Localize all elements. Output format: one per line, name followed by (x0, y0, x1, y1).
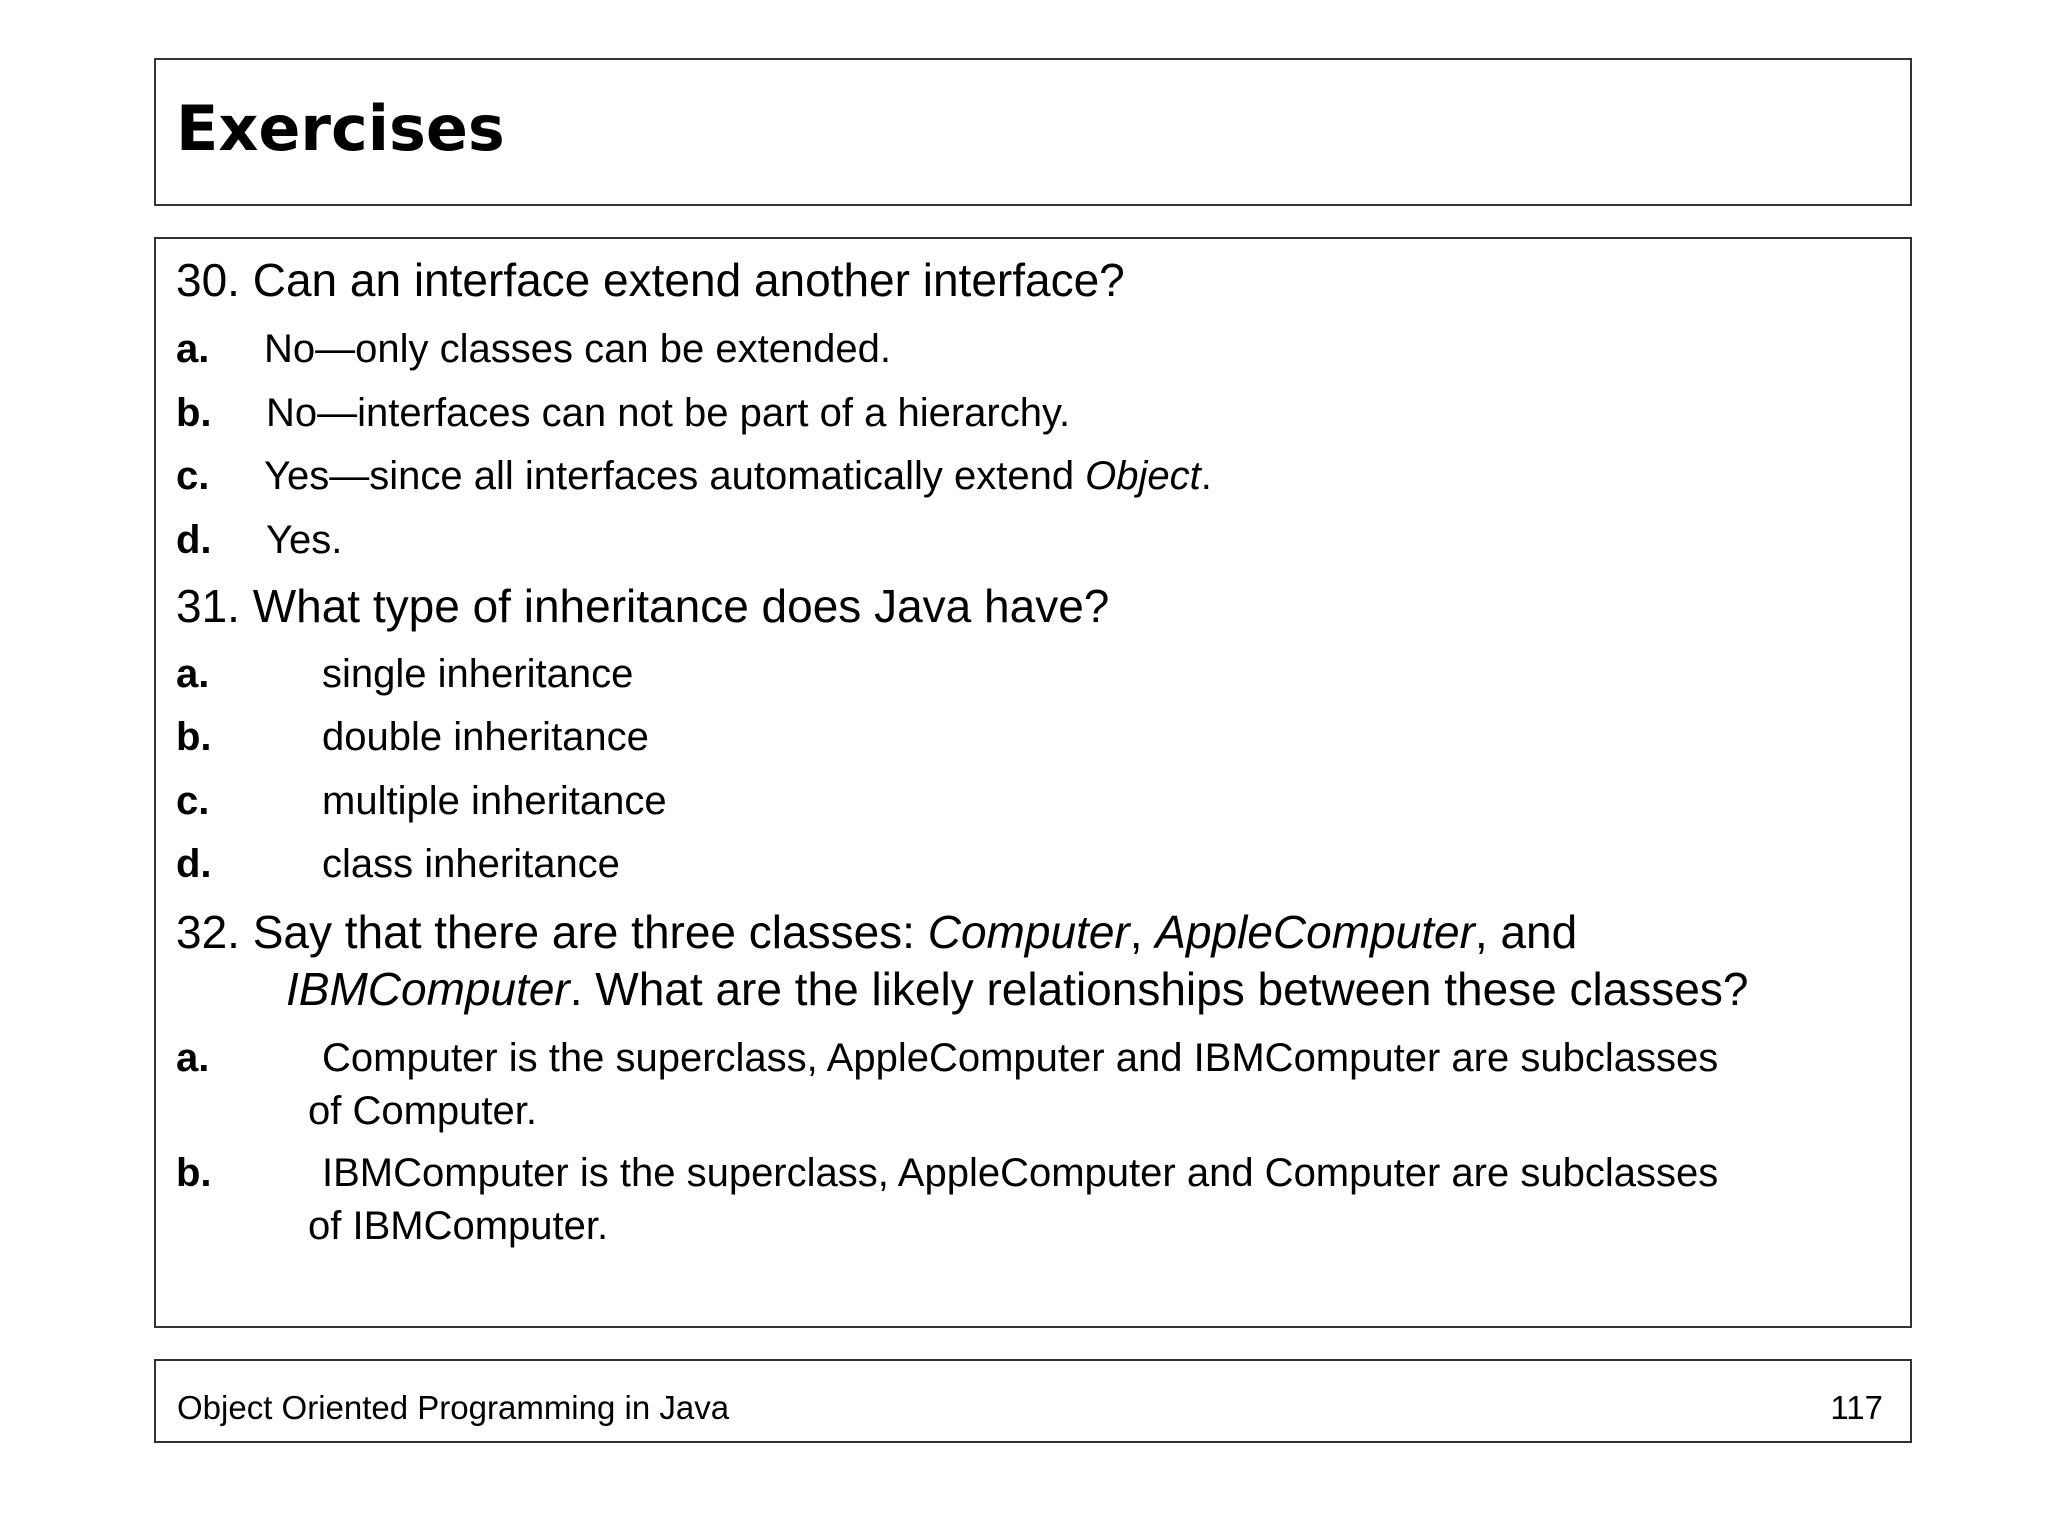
content-box (154, 237, 1912, 1328)
q32-option-b-continued: of IBMComputer. (308, 1204, 609, 1248)
q30-option-b (176, 393, 1070, 433)
option-label: c. (176, 779, 210, 823)
question-text: 32. Say that there are three classes: (176, 906, 928, 958)
option-label: a. (176, 652, 210, 696)
question-30: 30. Can an interface extend another interface? (176, 254, 1125, 306)
option-text: IBMComputer is the superclass, AppleComputer and Computer are subclasses (322, 1151, 1719, 1195)
option-label: b. (176, 715, 212, 759)
class-name-ibmcomputer: IBMComputer (286, 963, 570, 1015)
option-label: d. (176, 842, 212, 886)
q32-option-b (176, 1153, 1718, 1193)
question-31: 31. What type of inheritance does Java have? (176, 580, 1110, 632)
q30-option-a (176, 329, 891, 369)
class-name-applecomputer: AppleComputer (1155, 906, 1475, 958)
question-32-line-1 (176, 906, 1578, 958)
q31-option-d (176, 844, 620, 884)
q30-option-c (176, 456, 1212, 496)
q32-option-a (176, 1038, 1718, 1078)
class-name-computer: Computer (927, 906, 1130, 958)
footer (154, 1359, 1912, 1443)
option-text: multiple inheritance (322, 779, 667, 823)
option-label: a. (176, 327, 210, 371)
question-text: , (1129, 906, 1156, 958)
option-text: Yes—since all interfaces automatically extend (264, 454, 1086, 498)
title-box (154, 58, 1912, 206)
option-text: Computer is the superclass, AppleComputer and IBMComputer are subclasses (322, 1036, 1719, 1080)
page-number: 117 (1830, 1389, 1883, 1426)
option-label: a. (176, 1036, 210, 1080)
option-label: b. (176, 391, 212, 435)
option-text: single inheritance (322, 652, 634, 696)
option-label: b. (176, 1151, 212, 1195)
q31-option-c (176, 781, 667, 821)
option-italic-text: Object (1085, 454, 1201, 498)
option-label: d. (176, 518, 212, 562)
option-tail: . (1200, 454, 1212, 498)
question-text: . What are the likely relationships between these classes? (569, 963, 1749, 1015)
option-text: No—interfaces can not be part of a hierarchy. (266, 391, 1071, 435)
footer-course-title: Object Oriented Programming in Java (177, 1389, 730, 1426)
question-text: , and (1474, 906, 1578, 958)
option-text: No—only classes can be extended. (264, 327, 892, 371)
q31-option-b (176, 717, 649, 757)
q30-option-d (176, 520, 342, 560)
q32-option-a-continued: of Computer. (308, 1089, 538, 1133)
option-text: Yes. (266, 518, 343, 562)
option-text: double inheritance (322, 715, 649, 759)
page-title: Exercises (176, 92, 505, 165)
option-label: c. (176, 454, 210, 498)
question-32-line-2 (286, 963, 1749, 1015)
option-text: class inheritance (322, 842, 620, 886)
q31-option-a (176, 654, 633, 694)
